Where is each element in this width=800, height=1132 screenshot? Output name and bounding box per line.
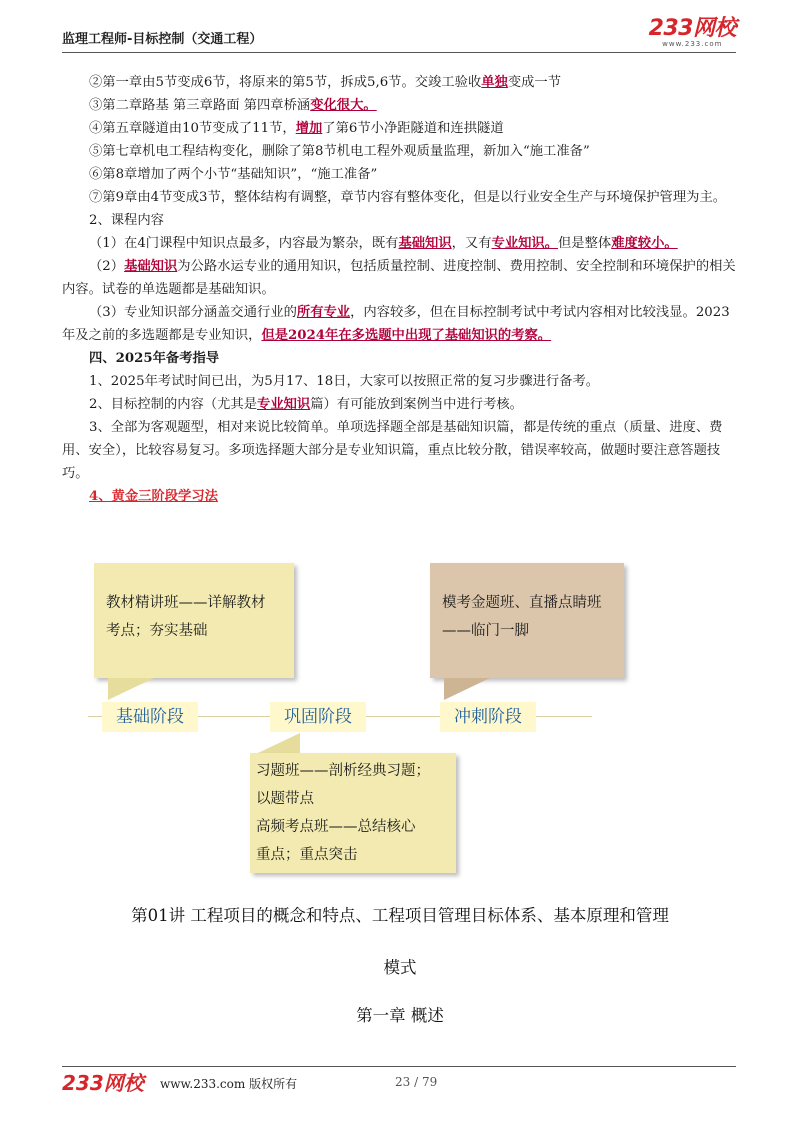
stage1-callout-tail xyxy=(108,678,154,700)
guide-paragraph-3: 3、全部为客观题型，相对来说比较简单。单项选择题全部是基础知识篇，都是传统的重点（质量、进度、费用、安全），比较容易复习。多项选择题大部分是专业知识篇，重点比较分散，错误率较高，做题时要注意答题技巧。 xyxy=(62,420,723,481)
guide-paragraph-4: 4、黄金三阶段学习法 xyxy=(89,489,218,504)
course-paragraph-1: （1）在4门课程中知识点最多，内容最为繁杂，既有基础知识，又有专业知识。但是整体难度较小。 xyxy=(89,236,678,251)
stage2-callout-tail xyxy=(258,733,300,753)
stage3-callout xyxy=(430,563,624,678)
chapter-title: 第一章 概述 xyxy=(356,1006,444,1025)
stage2-callout-line: 习题班——剖析经典习题； xyxy=(256,763,430,779)
change-item-6: ⑥第8章增加了两个小节“基础知识”，“施工准备” xyxy=(89,167,378,182)
stage3-callout-line: ——临门一脚 xyxy=(442,623,529,639)
stage-sprint: 冲刺阶段 xyxy=(440,702,536,732)
stage2-callout-line: 重点；重点突击 xyxy=(256,847,358,863)
guide-heading: 四、2025年备考指导 xyxy=(89,351,220,366)
footer-logo[interactable]: 233网校 xyxy=(62,1071,144,1095)
logo-text: 233网校 xyxy=(648,16,736,41)
brand-logo[interactable] xyxy=(649,18,736,48)
lecture-title: 第01讲 工程项目的概念和特点、工程项目管理目标体系、基本原理和管理 xyxy=(131,906,669,925)
stage-basic: 基础阶段 xyxy=(102,702,198,732)
document-body xyxy=(62,71,738,508)
course-heading: 2、课程内容 xyxy=(89,213,164,228)
guide-paragraph-2: 2、目标控制的内容（尤其是专业知识篇）有可能放到案例当中进行考核。 xyxy=(89,397,523,412)
course-paragraph-3: （3）专业知识部分涵盖交通行业的所有专业，内容较多，但在目标控制考试中考试内容相对比较浅显。2023年及之前的多选题都是专业知识，但是2024年在多选题中出现了基础知识的考察。 xyxy=(62,305,730,343)
footer-copyright: www.233.com 版权所有 xyxy=(160,1077,298,1091)
footer-divider xyxy=(62,1066,736,1067)
stage3-callout-line: 模考金题班、直播点睛班 xyxy=(442,595,602,611)
lecture-title-cont: 模式 xyxy=(383,958,417,977)
stage3-callout-tail xyxy=(444,678,490,700)
change-item-3: ③第二章路基 第三章路面 第四章桥涵变化很大。 xyxy=(89,98,377,113)
change-item-2: ②第一章由5节变成6节，将原来的第5节，拆成5,6节。交竣工验收单独变成一节 xyxy=(89,75,562,90)
page-number: 23 / 79 xyxy=(395,1075,438,1089)
guide-paragraph-1: 1、2025年考试时间已出，为5月17、18日，大家可以按照正常的复习步骤进行备考。 xyxy=(89,374,600,389)
stage1-callout-line: 教材精讲班——详解教材 xyxy=(106,595,266,611)
change-item-4: ④第五章隧道由10节变成了11节，增加了第6节小净距隧道和连拱隧道 xyxy=(89,121,504,136)
stage1-callout xyxy=(94,563,294,678)
course-paragraph-2: （2）基础知识为公路水运专业的通用知识，包括质量控制、进度控制、费用控制、安全控制和环境保护的相关内容。试卷的单选题都是基础知识。 xyxy=(62,259,736,297)
stage2-callout-line: 高频考点班——总结核心 xyxy=(256,819,416,835)
logo-url: www.233.com xyxy=(662,40,723,48)
stage2-callout xyxy=(250,753,456,873)
stage2-callout-line: 以题带点 xyxy=(256,791,314,807)
stage1-callout-line: 考点；夯实基础 xyxy=(106,623,208,639)
change-item-5: ⑤第七章机电工程结构变化，删除了第8节机电工程外观质量监理，新加入“施工准备” xyxy=(89,144,590,159)
stage-consolidate: 巩固阶段 xyxy=(270,702,366,732)
header-divider xyxy=(62,52,736,53)
header-title: 监理工程师-目标控制（交通工程） xyxy=(62,32,263,47)
change-item-7: ⑦第9章由4节变成3节，整体结构有调整，章节内容有整体变化，但是以行业安全生产与环境保护管理为主。 xyxy=(89,190,727,205)
